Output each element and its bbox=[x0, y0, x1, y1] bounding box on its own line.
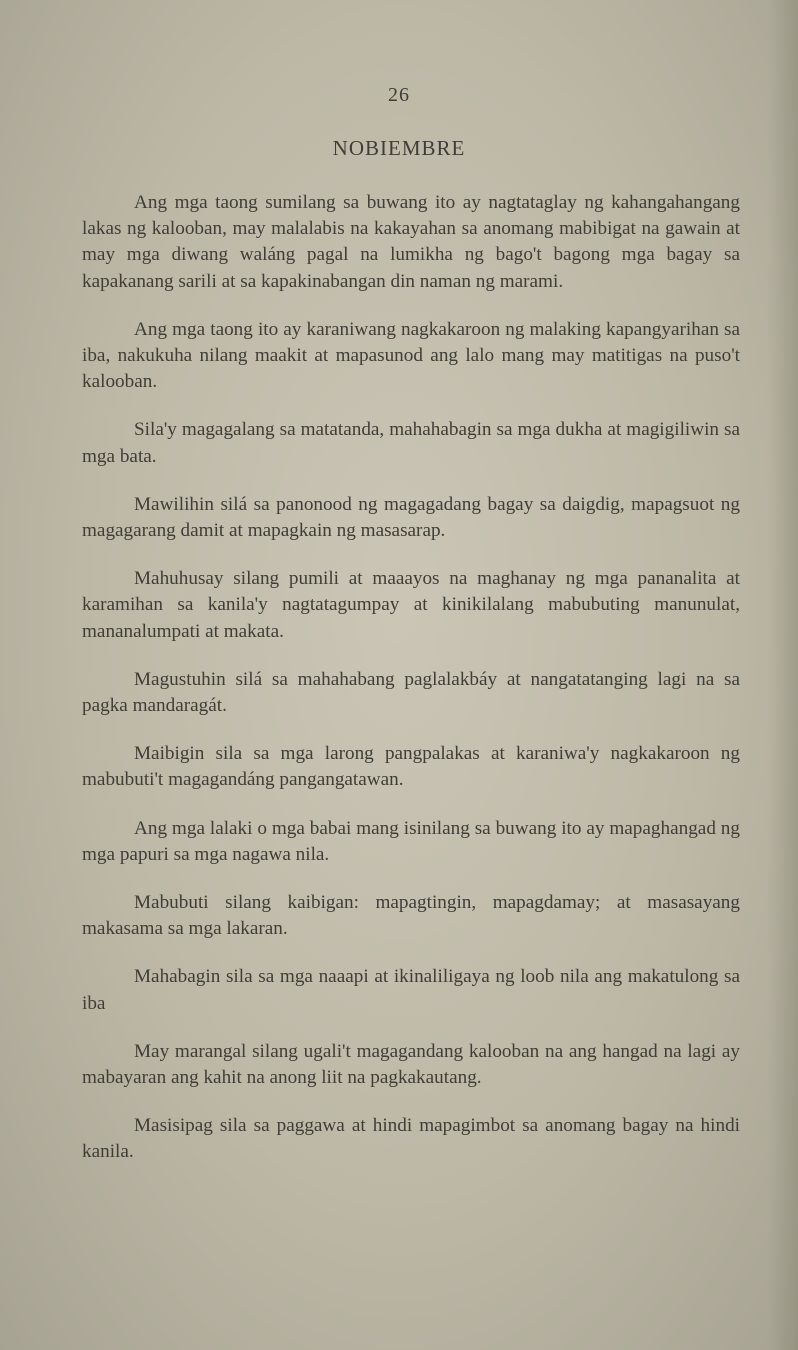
paragraph: May marangal silang ugali't magagandang kalooban na ang hangad na lagi ay mabayaran ang kahit na anong liit na pagkakautang. bbox=[82, 1040, 740, 1089]
paragraph: Sila'y magagalang sa matatanda, mahahabagin sa mga dukha at magigiliwin sa mga bata. bbox=[82, 419, 740, 467]
page-edge-shadow bbox=[768, 0, 798, 1350]
paragraph: Mabubuti silang kaibigan: mapagtingin, mapagdamay; at masasayang makasama sa mga lakaran. bbox=[82, 892, 740, 940]
paragraph: Maibigin sila sa mga larong pangpalakas at karaniwa'y nagkakaroon ng mabubuti't magagandáng pangangatawan. bbox=[82, 743, 740, 791]
paragraph: Mawilihin silá sa panonood ng magagadang bagay sa daigdig, mapagsuot ng magagarang damit at mapagkain ng masasarap. bbox=[82, 493, 740, 542]
paragraph: Masisipag sila sa paggawa at hindi mapagimbot sa anomang bagay na hindi kanila. bbox=[82, 1115, 740, 1163]
paragraph: Mahuhusay silang pumili at maaayos na maghanay ng mga pananalita at karamihan sa kanila'y nagtatagumpay at kinikilalang mabubuting manunulat, mananalumpati at makata. bbox=[82, 568, 740, 642]
paragraph: Ang mga lalaki o mga babai mang isinilang sa buwang ito ay mapaghangad ng mga papuri sa mga nagawa nila. bbox=[82, 817, 740, 865]
paragraph: Ang mga taong sumilang sa buwang ito ay nagtataglay ng kahangahangang lakas ng kalooban, may malalabis na kakayahan sa anomang mabibigat na gawain at may mga diwang waláng pagal na lumikha ng bago't bagong mga bagay sa kapakanang sarili at sa kapakinabangan din naman ng marami. bbox=[82, 192, 740, 292]
paragraph: Mahabagin sila sa mga naaapi at ikinaliligaya ng loob nila ang makatulong sa iba bbox=[82, 966, 740, 1014]
body-text bbox=[82, 190, 740, 1188]
page-title: NOBIEMBRE bbox=[332, 136, 466, 160]
page-number: 26 bbox=[388, 84, 410, 106]
paragraph: Magustuhin silá sa mahahabang paglalakbáy at nangatatanging lagi na sa pagka mandaragát. bbox=[82, 668, 740, 717]
paragraph: Ang mga taong ito ay karaniwang nagkakaroon ng malaking kapangyarihan sa iba, nakukuha nilang maakit at mapasunod ang lalo mang may matitigas na puso't kalooban. bbox=[82, 318, 740, 393]
